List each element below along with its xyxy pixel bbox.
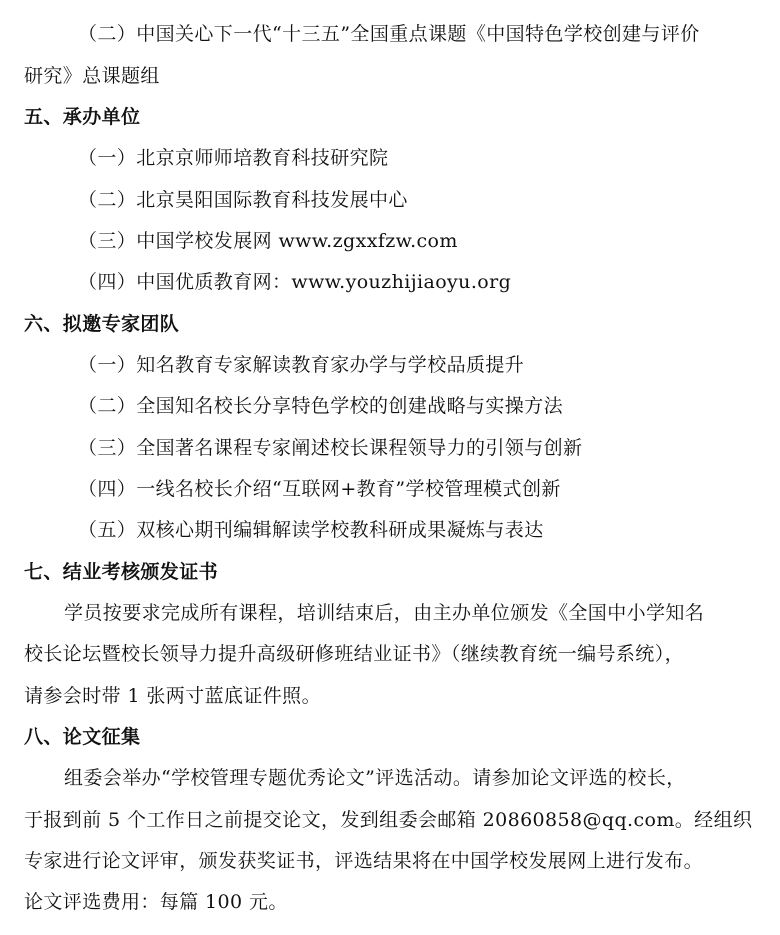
section-7-paragraph-line-1: 学员按要求完成所有课程，培训结束后，由主办单位颁发《全国中小学知名 — [64, 602, 705, 624]
section-6-heading: 六、拟邀专家团队 — [24, 313, 180, 335]
section-7-paragraph-line-3: 请参会时带 1 张两寸蓝底证件照。 — [24, 685, 321, 707]
section-5-item-1: （一）北京京师师培教育科技研究院 — [78, 147, 389, 169]
section-7-paragraph-line-2: 校长论坛暨校长领导力提升高级研修班结业证书》（继续教育统一编号系统）， — [24, 643, 685, 665]
section-5-item-4: （四）中国优质教育网：www.youzhijiaoyu.org — [78, 271, 512, 293]
section-6-item-5: （五）双核心期刊编辑解读学校教科研成果凝炼与表达 — [78, 519, 544, 541]
section-8-paragraph-line-2: 于报到前 5 个工作日之前提交论文，发到组委会邮箱 20860858@qq.com。经组织 — [24, 809, 753, 831]
section-8-paragraph-line-4: 论文评选费用：每篇 100 元。 — [24, 891, 288, 913]
section-6-item-1: （一）知名教育专家解读教育家办学与学校品质提升 — [78, 354, 525, 376]
section-8-heading: 八、论文征集 — [24, 726, 141, 748]
section-5-heading: 五、承办单位 — [24, 106, 141, 128]
intro-line-2: 研究》总课题组 — [24, 65, 160, 87]
intro-line-1: （二）中国关心下一代“十三五”全国重点课题《中国特色学校创建与评价 — [78, 23, 700, 45]
section-8-paragraph-line-3: 专家进行论文评审，颁发获奖证书，评选结果将在中国学校发展网上进行发布。 — [24, 850, 704, 872]
section-6-item-3: （三）全国著名课程专家阐述校长课程领导力的引领与创新 — [78, 437, 583, 459]
section-7-heading: 七、结业考核颁发证书 — [24, 561, 219, 583]
section-8-paragraph-line-1: 组委会举办“学校管理专题优秀论文”评选活动。请参加论文评选的校长， — [64, 767, 686, 789]
section-5-item-2: （二）北京昊阳国际教育科技发展中心 — [78, 189, 408, 211]
section-5-item-3: （三）中国学校发展网 www.zgxxfzw.com — [78, 230, 458, 252]
section-6-item-2: （二）全国知名校长分享特色学校的创建战略与实操方法 — [78, 395, 564, 417]
section-6-item-4: （四）一线名校长介绍“互联网+教育”学校管理模式创新 — [78, 478, 561, 500]
